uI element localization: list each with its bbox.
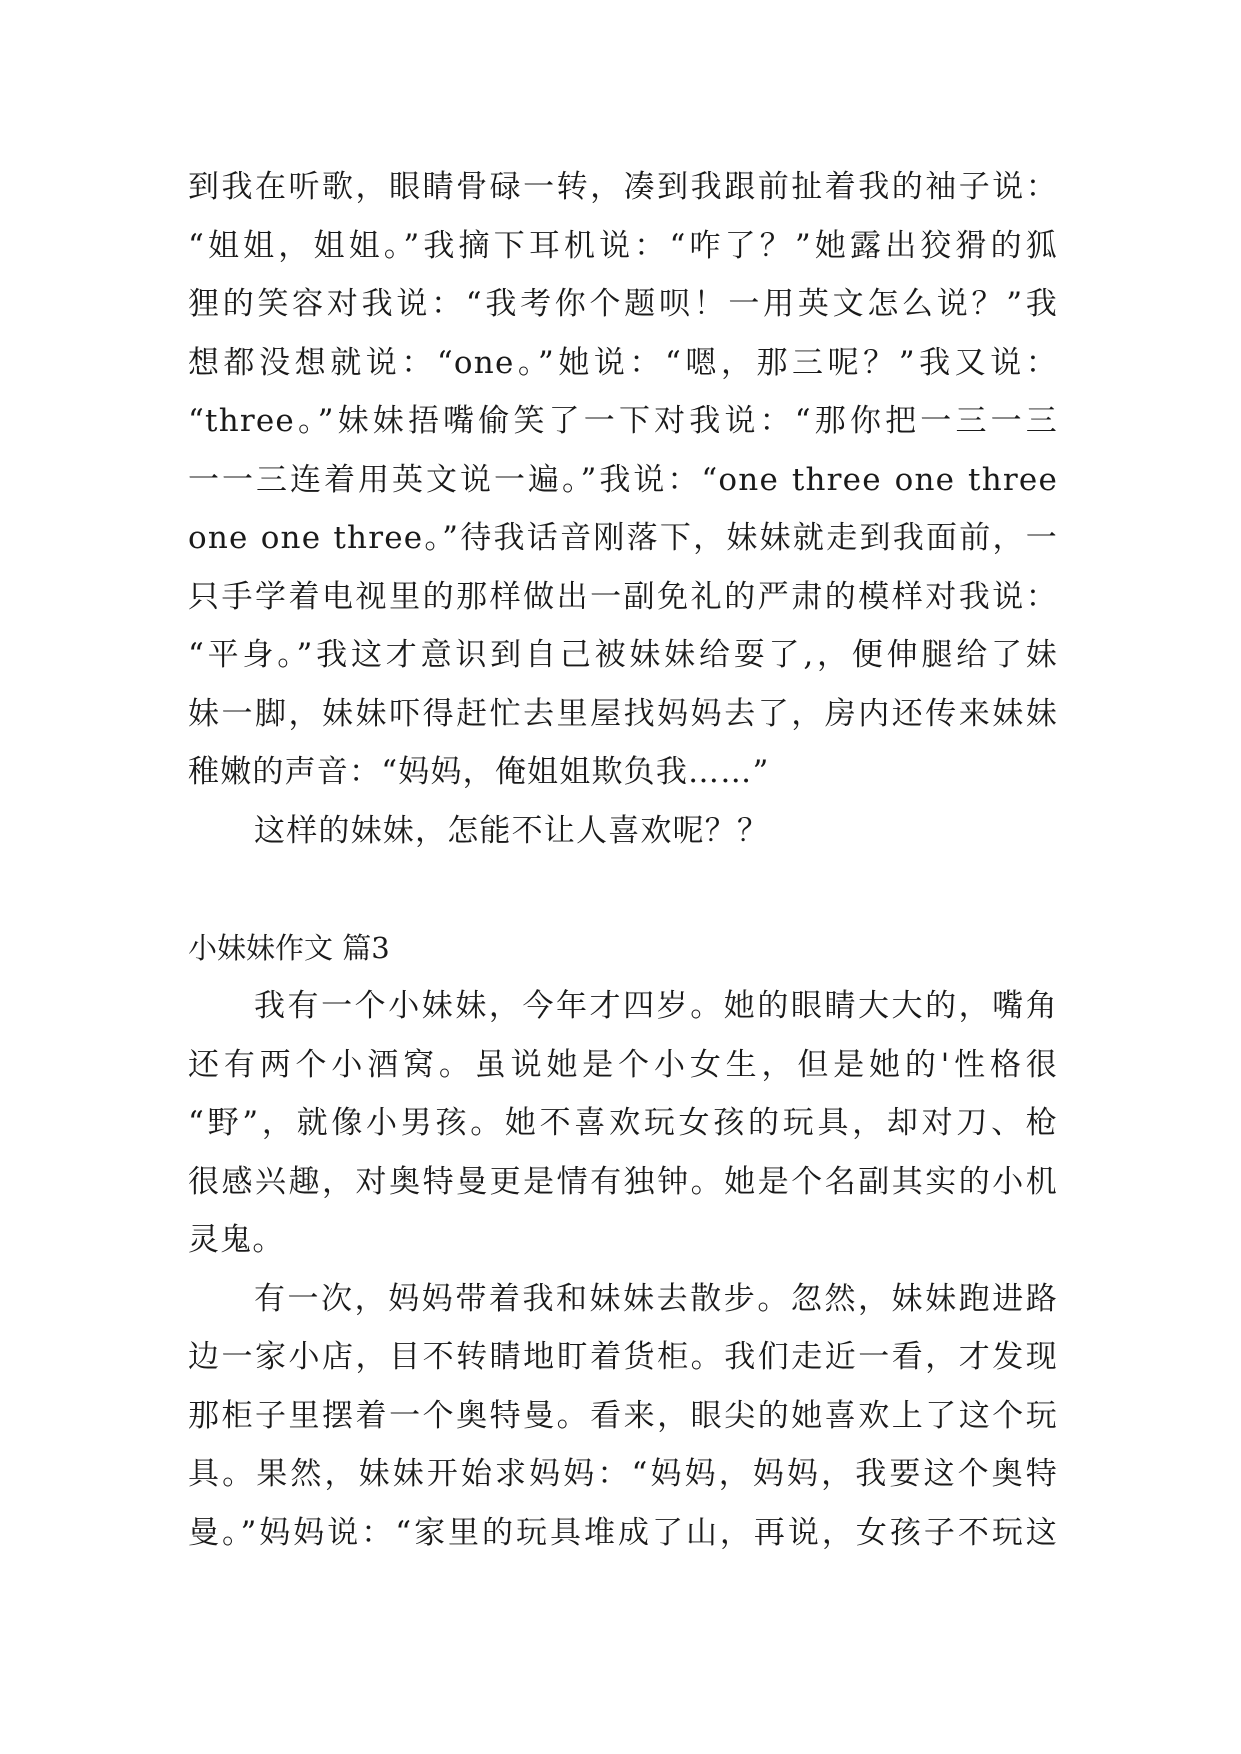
text-line: 想都没想就说：“one。”她说：“嗯，那三呢？”我又说：	[188, 344, 1058, 381]
text-line: “姐姐，姐姐。”我摘下耳机说：“咋了？”她露出狡猾的狐	[188, 227, 1058, 264]
text-line: 只手学着电视里的那样做出一副免礼的严肃的模样对我说：	[188, 578, 1058, 615]
text-line: 灵鬼。	[188, 1222, 285, 1258]
text-line: “平身。”我这才意识到自己被妹妹给耍了,，便伸腿给了妹	[188, 637, 1058, 673]
text-line: 曼。”妈妈说：“家里的玩具堆成了山，再说，女孩子不玩这	[188, 1514, 1058, 1551]
text-line: 我有一个小妹妹，今年才四岁。她的眼睛大大的，嘴角	[254, 988, 1058, 1024]
text-line: “野”，就像小男孩。她不喜欢玩女孩的玩具，却对刀、枪	[188, 1105, 1058, 1141]
section2-paragraph	[188, 158, 1058, 802]
text-line: 具。果然，妹妹开始求妈妈：“妈妈，妈妈，我要这个奥特	[188, 1456, 1058, 1492]
text-line: 稚嫩的声音：“妈妈，俺姐姐欺负我……”	[188, 754, 770, 790]
text-line: “three。”妹妹捂嘴偷笑了一下对我说：“那你把一三一三	[188, 403, 1058, 439]
section3-paragraph-2	[188, 1270, 1058, 1563]
text-line: one one three。”待我话音刚落下，妹妹就走到我面前，一	[188, 520, 1058, 556]
text-line: 一一三连着用英文说一遍。”我说：“one three one three	[188, 461, 1058, 498]
section3-paragraph-1	[188, 977, 1058, 1270]
document-page	[188, 158, 1058, 1562]
text-line: 边一家小店，目不转睛地盯着货柜。我们走近一看，才发现	[188, 1339, 1058, 1375]
text-line: 有一次，妈妈带着我和妹妹去散步。忽然，妹妹跑进路	[254, 1280, 1058, 1317]
section-heading: 小妹妹作文 篇3	[188, 930, 390, 965]
text-line: 那柜子里摆着一个奥特曼。看来，眼尖的她喜欢上了这个玩	[188, 1397, 1058, 1434]
text-line: 很感兴趣，对奥特曼更是情有独钟。她是个名副其实的小机	[188, 1163, 1058, 1200]
text-line: 妹一脚，妹妹吓得赶忙去里屋找妈妈去了，房内还传来妹妹	[188, 695, 1058, 732]
text-line: 到我在听歌，眼睛骨碌一转，凑到我跟前扯着我的袖子说：	[188, 169, 1058, 205]
section-gap	[188, 860, 1058, 919]
text-line: 还有两个小酒窝。虽说她是个小女生，但是她的'性格很	[188, 1046, 1058, 1083]
text-line: 狸的笑容对我说：“我考你个题呗！一用英文怎么说？”我	[188, 286, 1058, 322]
closing-paragraph: 这样的妹妹，怎能不让人喜欢呢？？	[254, 812, 770, 849]
